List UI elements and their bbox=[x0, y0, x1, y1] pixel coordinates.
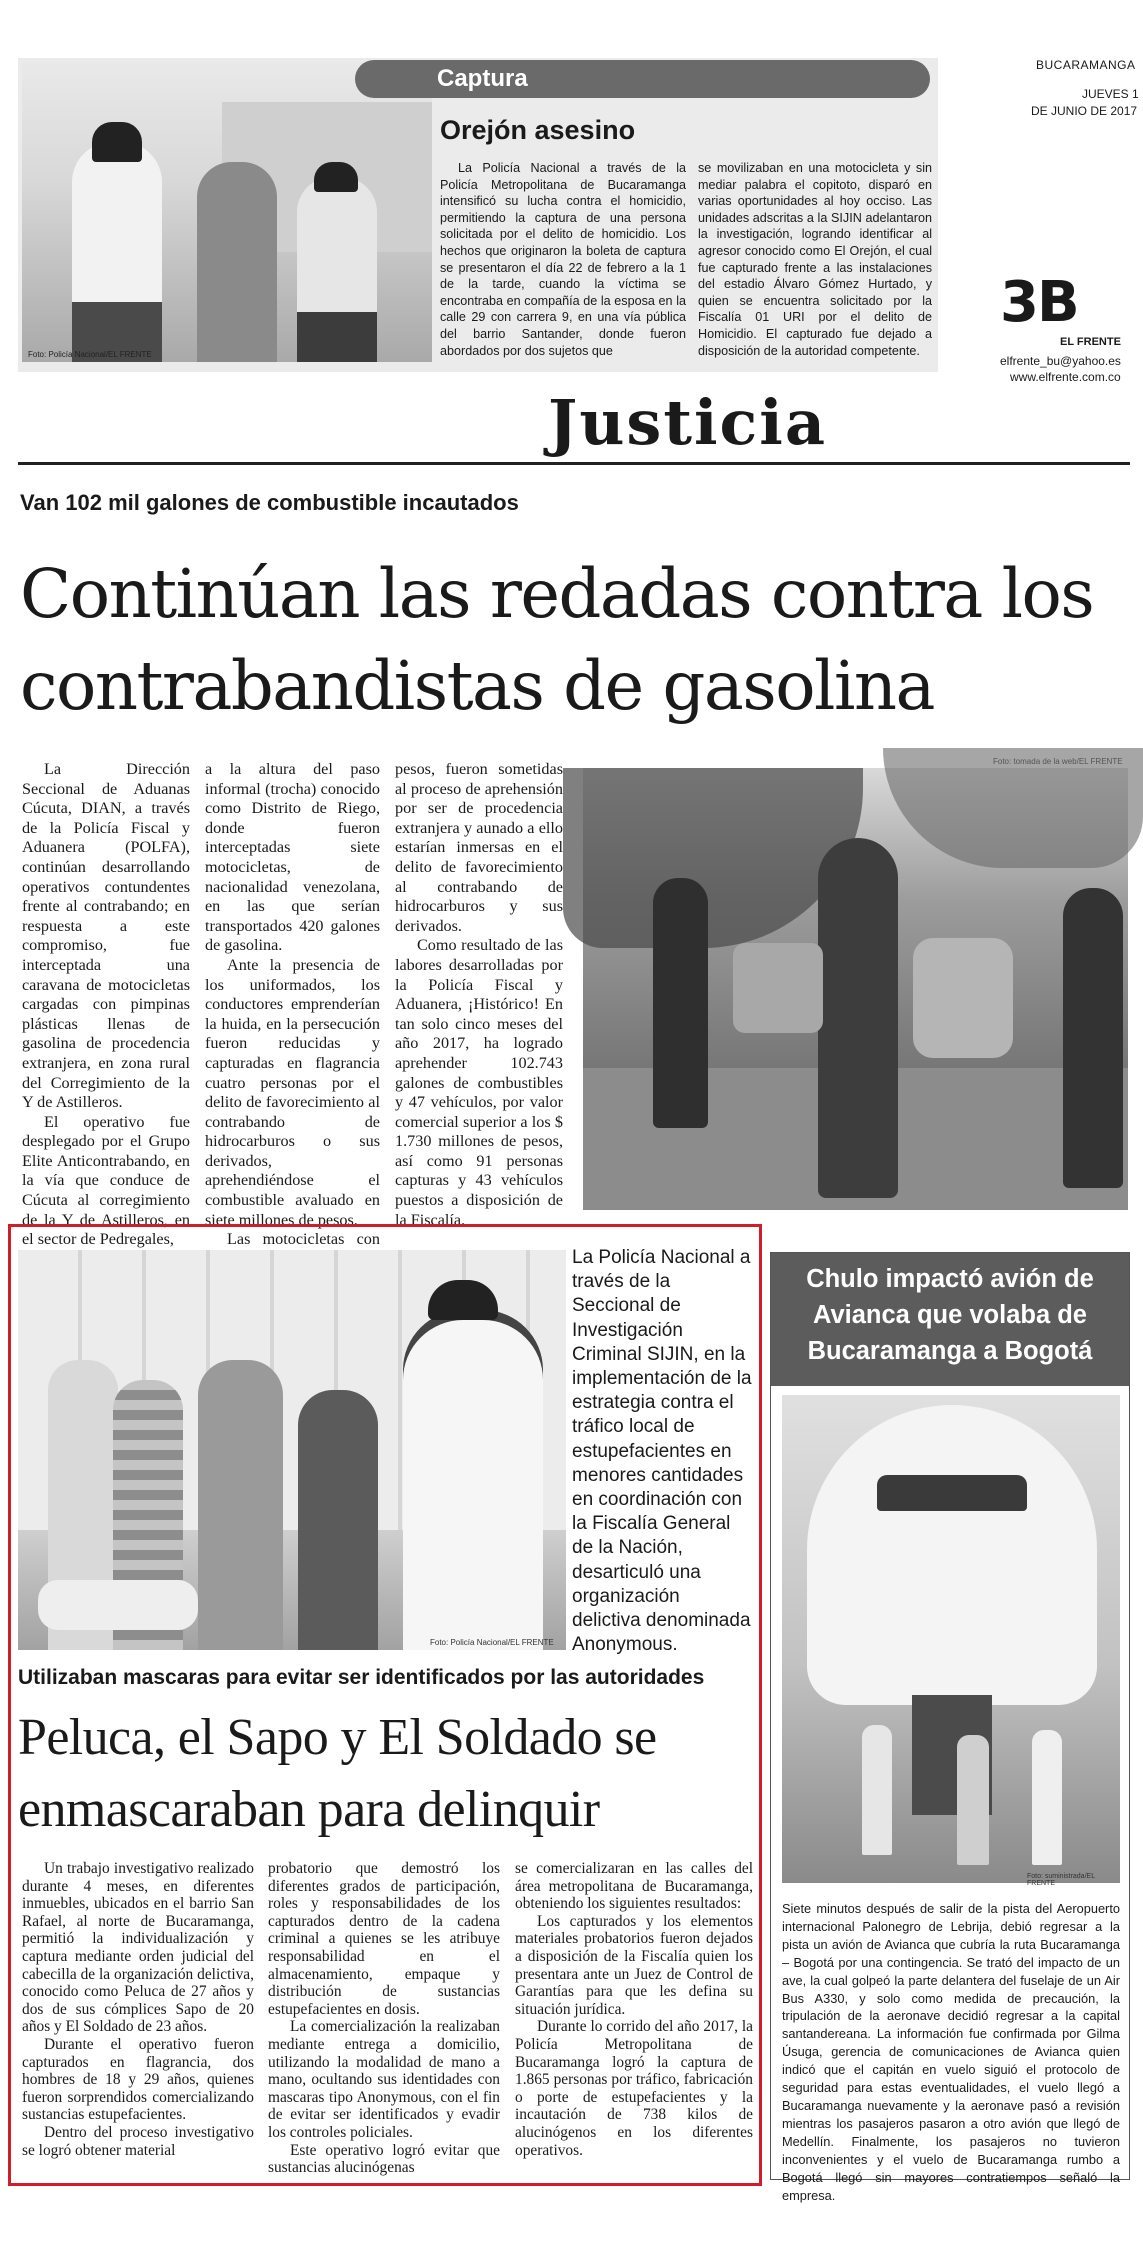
motorcycle bbox=[733, 943, 823, 1033]
contact-email: elfrente_bu@yahoo.es bbox=[1000, 354, 1121, 368]
date-line: DE JUNIO DE 2017 bbox=[1031, 104, 1138, 118]
article-body: Siete minutos después de salir de la pista del Aeropuerto internacional Palonegro de Lebrija, debió regresar a la pista un avión de Avianca que cubría la ruta Bucaramanga – Bogotá por una contingencia. Se trató del impacto de un ave, la cual golpeó la parte delantera del fuselaje de un Air Bus A330, y solo como medida de precaución, la tripulación de la aeronave decidió regresar a la capital santandereana. La información fue confirmada por Gilma Úsuga, gerencia de comunicaciones de Avianca quien indicó que el capitán en vuelo siguió el protocolo de seguridad para estas eventualidades, el vuelo llegó a Bucaramanga nuevamente y la aeronave pasó a revisión mientras los pasajeros pasaron a otro avión que llegó de Medellín. Finalmente, los pasajeros no tuvieron inconvenientes y el vuelo de Bucaramanga rumbo a Bogotá llegó sin mayores contratiempos señaló la empresa. bbox=[782, 1901, 1120, 2203]
soldier-silhouette bbox=[818, 838, 898, 1198]
fuel-cans bbox=[913, 938, 1013, 1058]
article-headline: Chulo impactó avión de Avianca que volaba de Bucaramanga a Bogotá bbox=[771, 1253, 1129, 1386]
tree-foliage bbox=[883, 748, 1143, 868]
paragraph: Dentro del proceso investigativo se logró obtener material bbox=[22, 2123, 254, 2159]
ground-staff bbox=[862, 1725, 892, 1855]
paragraph: El operativo fue desplegado por el Grupo Elite Anticontrabando, en la vía que conduce de Cúcuta al corregimiento de la Y de Astilleros, en el sector de Pedregales, bbox=[22, 1112, 190, 1249]
article-column: La Policía Nacional a través de la Policía Metropolitana de Bucaramanga intensificó su lucha contra el homicidio, permitiendo la captura de una persona solicitada por el delito de homicidio. Los hechos que originaron la boleta de captura se presentaron el día 22 de febrero a la 1 de la tarde, cuando la víctima se encontraba en compañía de la esposa en la calle 29 con carrera 9, en una vía pública del barrio Santander, donde fueron abordados por dos sujetos que bbox=[440, 161, 686, 358]
section-divider bbox=[18, 462, 1130, 465]
photo-credit: Foto: Policía Nacional/EL FRENTE bbox=[28, 350, 152, 359]
paragraph: Ante la presencia de los uniformados, los conductores emprenderían la huida, en la persecución fueron reducidas y capturadas en flagrancia cuatro personas por el delito de favorecimiento al contrabando de hidrocarburos o sus derivados, aprehendiéndose el combustible avaluado en siete millones de pesos. bbox=[205, 955, 380, 1229]
paragraph: pesos, fueron sometidas al proceso de aprehensión por ser de procedencia extranjera y aunado a ello estarían inmersas en el delito de favorecimiento al contrabando de hidrocarburos y sus derivados. bbox=[395, 760, 563, 935]
person-silhouette bbox=[297, 177, 377, 362]
person-silhouette bbox=[314, 162, 358, 192]
person-silhouette bbox=[92, 122, 142, 162]
officer-silhouette bbox=[403, 1310, 543, 1650]
article-kicker: Utilizaban mascaras para evitar ser identificados por las autoridades bbox=[18, 1666, 705, 1689]
section-title: Justicia bbox=[548, 386, 827, 459]
article-column bbox=[515, 1860, 753, 2159]
paragraph: Durante lo corrido del año 2017, la Policía Metropolitana de Bucaramanga logró la captura de 1.865 personas por tráfico, fabricación o porte de estupefacientes y la incautación de 738 kilos de alucinógenos en los diferentes operativos. bbox=[515, 2018, 753, 2159]
ground-staff bbox=[1032, 1730, 1062, 1865]
article-headline: Orejón asesino bbox=[440, 115, 636, 145]
paragraph: Durante el operativo fueron capturados en flagrancia, dos hombres de 18 y 29 años, quienes fueron sorprendidos comercializando sustancias estupefacientes. bbox=[22, 2035, 254, 2124]
paragraph: probatorio que demostró los diferentes grados de participación, roles y responsabilidades de los capturados dentro de la cadena criminal a quienes se les atribuye responsabilidad en el almacenamiento, empaque y distribución de sustancias estupefacientes en dosis. bbox=[268, 1860, 500, 2018]
section-tag: Captura bbox=[355, 60, 930, 98]
soldier-silhouette bbox=[653, 878, 708, 1128]
photo-credit: Foto: Policía Nacional/EL FRENTE bbox=[430, 1638, 554, 1647]
captura-photo bbox=[22, 62, 432, 362]
ground-staff bbox=[957, 1735, 989, 1865]
paragraph: Las motocicletas con bbox=[227, 1230, 380, 1249]
website-url: www.elfrente.com.co bbox=[1010, 370, 1121, 384]
article-column bbox=[268, 1860, 500, 2177]
person-silhouette bbox=[198, 1360, 283, 1650]
paragraph: a la altura del paso informal (trocha) conocido como Distrito de Riego, donde fueron interceptadas siete motocicletas, de nacionalidad venezolana, en las que serían transportados 420 galones de gasolina. bbox=[205, 760, 380, 955]
airplane-photo bbox=[782, 1395, 1120, 1887]
paragraph: Un trabajo investigativo realizado durante 4 meses, en diferentes inmuebles, ubicados en el barrio San Rafael, al norte de Bucaramanga, permitió la individualización y captura mediante orden judicial del cabecilla de la organización delictiva, conocido como Peluca de 27 años y dos de sus cómplices Sapo de 20 años y El Soldado de 23 años. bbox=[22, 1860, 254, 2036]
article-kicker: Van 102 mil galones de combustible incautados bbox=[20, 490, 519, 515]
confiscated-masks bbox=[38, 1580, 198, 1630]
person-silhouette bbox=[197, 162, 277, 362]
page-number: 3B bbox=[1000, 270, 1078, 335]
article-column: se movilizaban en una motocicleta y sin mediar palabra el copitoto, disparó en varias oportunidades al hoy occiso. Las unidades adscritas a la SIJIN adelantaron la investigación, logrando identificar al agresor conocido como El Orejón, el cual fue capturado frente a las instalaciones del estadio Álvaro Gómez Hurtado, y quien se encuentra solicitado por la Fiscalía 01 URI por el delito de Homicidio. El capturado fue dejado a disposición de la autoridad competente. bbox=[698, 161, 932, 358]
cockpit-windows bbox=[877, 1475, 1027, 1511]
person-silhouette bbox=[72, 142, 162, 362]
paragraph: La Dirección Seccional de Aduanas Cúcuta, DIAN, a través de la Policía Fiscal y Aduanera (POLFA), continúan desarrollando operativos contundentes frente al contrabando; en respuesta a este compromiso, fue interceptada una caravana de motocicletas cargadas con pimpinas plásticas llenas de gasolina de procedencia extranjera, en zona rural del Corregimiento de la Y de Astilleros. bbox=[22, 760, 190, 1112]
article-column bbox=[205, 760, 380, 1289]
contraband-photo bbox=[583, 768, 1128, 1210]
paper-name: EL FRENTE bbox=[1060, 336, 1121, 348]
person-silhouette bbox=[298, 1390, 378, 1650]
city-label: BUCARAMANGA bbox=[1036, 58, 1136, 72]
paragraph: Los capturados y los elementos materiales probatorios fueron dejados a disposición de la Fiscalía quien los presentara ante un Juez de Control de Garantías para que les defina su situación jurídica. bbox=[515, 1912, 753, 2018]
soldier-silhouette bbox=[1063, 888, 1123, 1188]
article-headline: Continúan las redadas contra los contrabandistas de gasolina bbox=[20, 555, 1094, 725]
paragraph: se comercializaran en las calles del área metropolitana de Bucaramanga, obteniendo los siguientes resultados: bbox=[515, 1860, 753, 1913]
paragraph: Como resultado de las labores desarrolladas por la Policía Fiscal y Aduanera, ¡Histórico! En tan solo cinco meses del año 2017, ha logrado aprehender 102.743 galones de combustibles y 47 vehículos, por valor comercial superior a los $ 1.730 millones de pesos, así como 91 personas capturas y 43 vehículos puestos a disposición de la Fiscalía. bbox=[395, 936, 563, 1229]
peluca-photo bbox=[18, 1250, 566, 1650]
paragraph: Este operativo logró evitar que sustancias alucinógenas bbox=[268, 2141, 500, 2177]
article-column bbox=[22, 1860, 254, 2159]
aircraft-nose bbox=[807, 1405, 1097, 1705]
article-headline: Peluca, el Sapo y El Soldado se enmascaraban para delinquir bbox=[18, 1709, 657, 1838]
article-column bbox=[395, 760, 563, 1230]
article-column bbox=[22, 760, 190, 1250]
article-lede: La Policía Nacional a través de la Seccional de Investigación Criminal SIJIN, en la implementación de la estrategia contra el tráfico local de estupefacientes en menores cantidades en coordinación con la Fiscalía General de la Nación, desarticuló una organización delictiva denominada Anonymous. bbox=[572, 1247, 752, 1656]
date-line: JUEVES 1 bbox=[1082, 87, 1139, 101]
photo-credit: Foto: suministrada/EL FRENTE bbox=[1027, 1873, 1095, 1887]
paragraph: La comercialización la realizaban mediante entrega a domicilio, utilizando la modalidad de mano a mano, ocultando sus identidades con mascaras tipo Anonymous, con el fin de evitar ser identificados y evadir los controles policiales. bbox=[268, 2018, 500, 2141]
